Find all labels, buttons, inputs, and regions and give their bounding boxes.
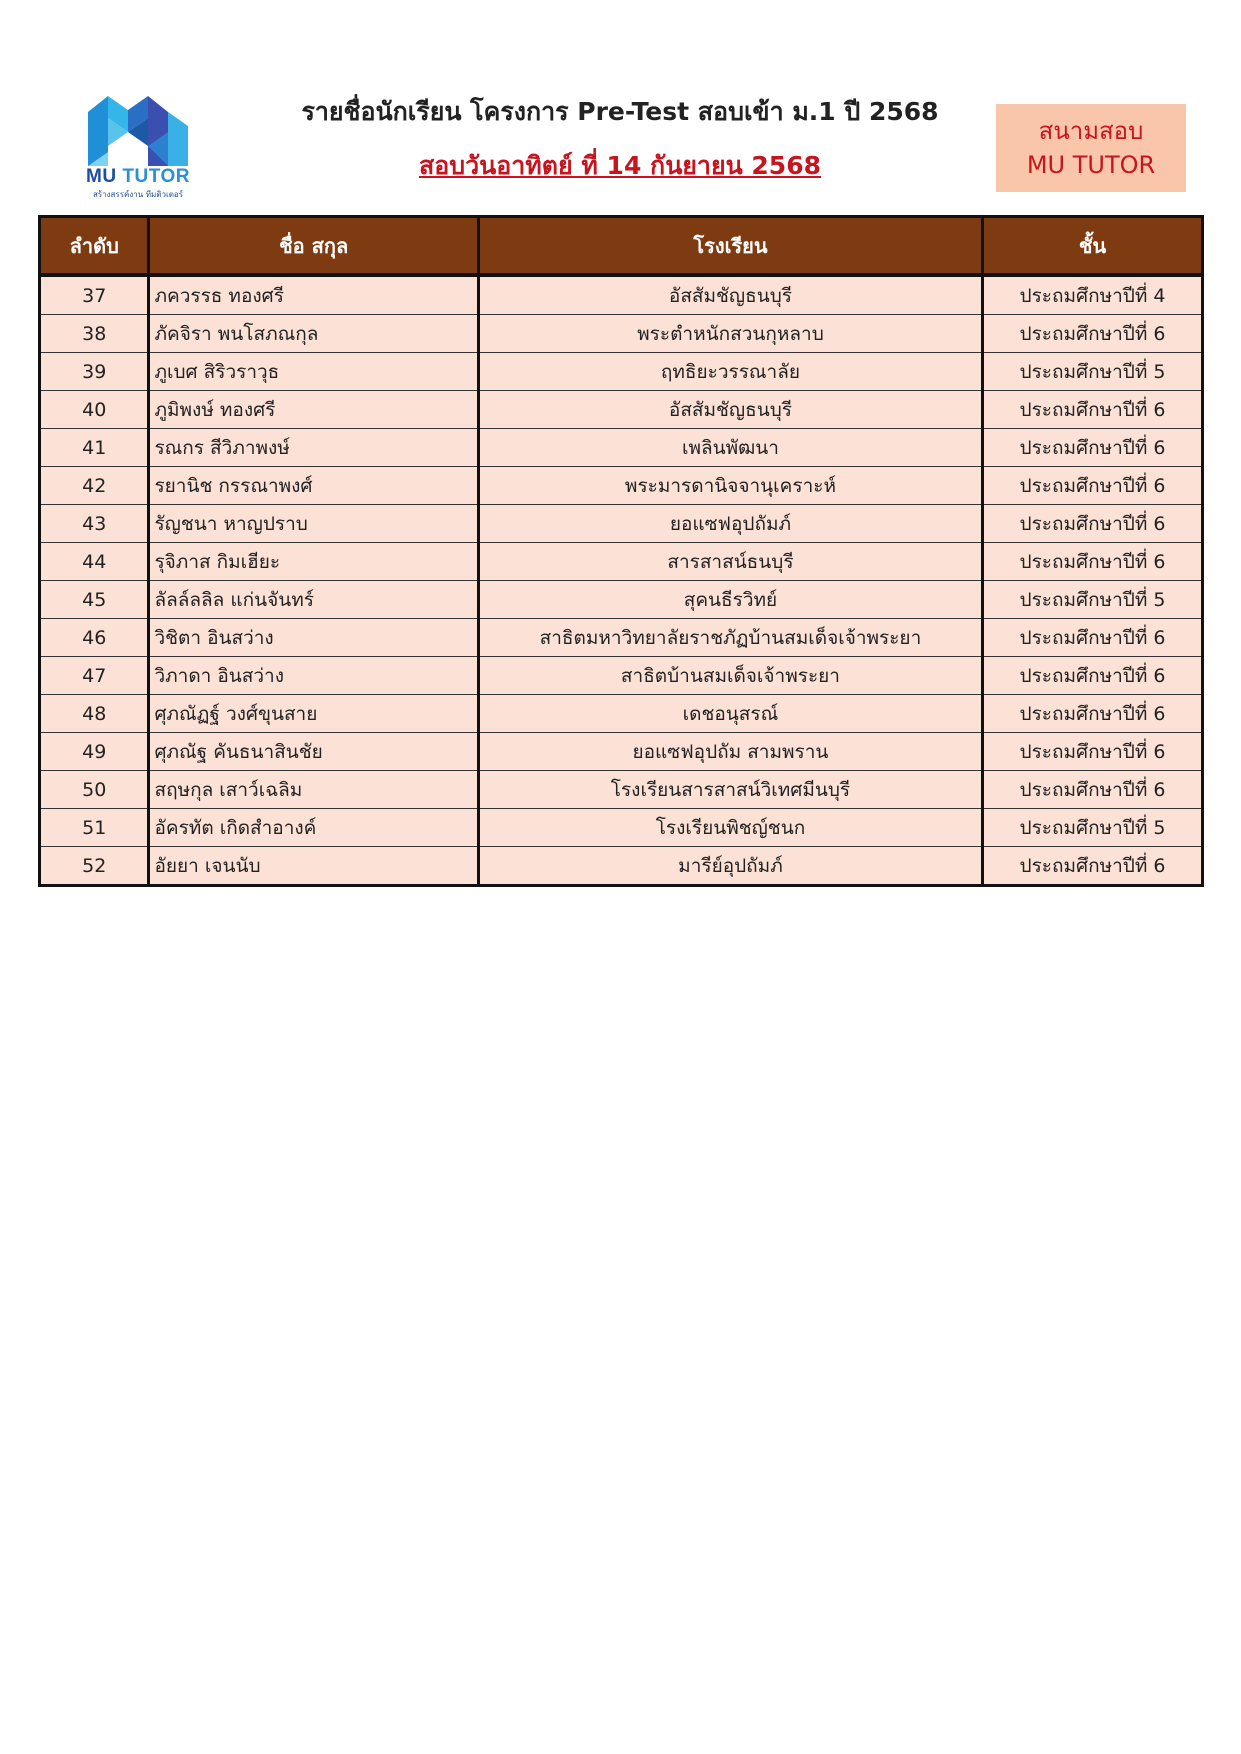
cell-name: วิภาดา อินสว่าง: [149, 657, 478, 695]
logo-tagline: สร้างสรรค์งาน ทีมติวเตอร์: [92, 190, 184, 199]
table-row: [40, 809, 1203, 847]
table-row: [40, 275, 1203, 315]
venue-label: สนามสอบ: [1038, 117, 1144, 145]
cell-number: 50: [40, 771, 149, 809]
cell-number: 42: [40, 467, 149, 505]
cell-grade: ประถมศึกษาปีที่ 5: [983, 809, 1203, 847]
table-row: [40, 771, 1203, 809]
cell-name: ศุภณัฏฐ์ วงศ์ขุนสาย: [149, 695, 478, 733]
cell-grade: ประถมศึกษาปีที่ 6: [983, 315, 1203, 353]
cell-school: อัสสัมชัญธนบุรี: [478, 275, 982, 315]
cell-school: อัสสัมชัญธนบุรี: [478, 391, 982, 429]
cell-name: อัยยา เจนนับ: [149, 847, 478, 886]
cell-number: 37: [40, 275, 149, 315]
cell-school: เพลินพัฒนา: [478, 429, 982, 467]
cell-grade: ประถมศึกษาปีที่ 6: [983, 695, 1203, 733]
cell-school: โรงเรียนสารสาสน์วิเทศมีนบุรี: [478, 771, 982, 809]
table-row: [40, 733, 1203, 771]
cell-number: 51: [40, 809, 149, 847]
cell-grade: ประถมศึกษาปีที่ 6: [983, 619, 1203, 657]
cell-grade: ประถมศึกษาปีที่ 4: [983, 275, 1203, 315]
page-title: รายชื่อนักเรียน โครงการ Pre-Test สอบเข้า ม.1 ปี 2568: [301, 97, 939, 126]
cell-grade: ประถมศึกษาปีที่ 6: [983, 657, 1203, 695]
cell-school: โรงเรียนพิชญ์ชนก: [478, 809, 982, 847]
cell-number: 49: [40, 733, 149, 771]
cell-name: ภควรรธ ทองศรี: [149, 275, 478, 315]
table-row: [40, 543, 1203, 581]
logo-wordmark: MU TUTOR: [86, 166, 190, 187]
table-header-row: [40, 217, 1203, 276]
table-row: [40, 353, 1203, 391]
cell-grade: ประถมศึกษาปีที่ 6: [983, 505, 1203, 543]
cell-school: สุคนธีรวิทย์: [478, 581, 982, 619]
cell-number: 52: [40, 847, 149, 886]
table-row: [40, 391, 1203, 429]
cell-number: 41: [40, 429, 149, 467]
cell-school: ฤทธิยะวรรณาลัย: [478, 353, 982, 391]
cell-name: อัครทัต เกิดสำอางค์: [149, 809, 478, 847]
table-row: [40, 657, 1203, 695]
cell-name: รุจิภาส กิมเฮียะ: [149, 543, 478, 581]
column-header-school: โรงเรียน: [478, 217, 982, 276]
cell-number: 43: [40, 505, 149, 543]
cell-number: 38: [40, 315, 149, 353]
cell-name: ภัคจิรา พนโสภณกุล: [149, 315, 478, 353]
cell-school: สาธิตบ้านสมเด็จเจ้าพระยา: [478, 657, 982, 695]
cell-name: ภูมิพงษ์ ทองศรี: [149, 391, 478, 429]
venue-name: MU TUTOR: [1026, 151, 1156, 179]
cell-school: ยอแซฟอุปถัมภ์: [478, 505, 982, 543]
table-row: [40, 695, 1203, 733]
cell-number: 39: [40, 353, 149, 391]
cell-grade: ประถมศึกษาปีที่ 5: [983, 581, 1203, 619]
cell-name: ศุภณัฐ คันธนาสินชัย: [149, 733, 478, 771]
table-row: [40, 619, 1203, 657]
logo-mark-icon: [78, 92, 198, 166]
table-row: [40, 847, 1203, 886]
cell-grade: ประถมศึกษาปีที่ 6: [983, 543, 1203, 581]
table-row: [40, 315, 1203, 353]
table-row: [40, 505, 1203, 543]
column-header-number: ลำดับ: [40, 217, 149, 276]
table-row: [40, 581, 1203, 619]
cell-school: เดชอนุสรณ์: [478, 695, 982, 733]
student-table: [38, 215, 1204, 887]
table-row: [40, 467, 1203, 505]
table-row: [40, 429, 1203, 467]
cell-school: พระมารดานิจจานุเคราะห์: [478, 467, 982, 505]
cell-school: สาธิตมหาวิทยาลัยราชภัฏบ้านสมเด็จเจ้าพระยา: [478, 619, 982, 657]
cell-grade: ประถมศึกษาปีที่ 6: [983, 733, 1203, 771]
column-header-grade: ชั้น: [983, 217, 1203, 276]
cell-grade: ประถมศึกษาปีที่ 6: [983, 391, 1203, 429]
column-header-name: ชื่อ สกุล: [149, 217, 478, 276]
cell-name: รณกร สีวิภาพงษ์: [149, 429, 478, 467]
cell-grade: ประถมศึกษาปีที่ 6: [983, 467, 1203, 505]
cell-number: 44: [40, 543, 149, 581]
cell-number: 48: [40, 695, 149, 733]
cell-grade: ประถมศึกษาปีที่ 6: [983, 429, 1203, 467]
cell-name: ภูเบศ สิริวราวุธ: [149, 353, 478, 391]
cell-number: 40: [40, 391, 149, 429]
cell-number: 47: [40, 657, 149, 695]
exam-date: สอบวันอาทิตย์ ที่ 14 กันยายน 2568: [418, 151, 821, 180]
cell-name: วิชิตา อินสว่าง: [149, 619, 478, 657]
venue-badge: [996, 104, 1186, 192]
cell-number: 45: [40, 581, 149, 619]
cell-name: รยานิช กรรณาพงศ์: [149, 467, 478, 505]
table-body: [40, 275, 1203, 886]
cell-number: 46: [40, 619, 149, 657]
cell-name: รัญชนา หาญปราบ: [149, 505, 478, 543]
cell-grade: ประถมศึกษาปีที่ 5: [983, 353, 1203, 391]
mu-tutor-logo: [78, 92, 198, 200]
cell-school: พระตำหนักสวนกุหลาบ: [478, 315, 982, 353]
cell-name: ลัลล์ลลิล แก่นจันทร์: [149, 581, 478, 619]
cell-name: สฤษกุล เสาว์เฉลิม: [149, 771, 478, 809]
cell-school: มารีย์อุปถัมภ์: [478, 847, 982, 886]
cell-grade: ประถมศึกษาปีที่ 6: [983, 771, 1203, 809]
cell-grade: ประถมศึกษาปีที่ 6: [983, 847, 1203, 886]
cell-school: สารสาสน์ธนบุรี: [478, 543, 982, 581]
cell-school: ยอแซฟอุปถัม สามพราน: [478, 733, 982, 771]
